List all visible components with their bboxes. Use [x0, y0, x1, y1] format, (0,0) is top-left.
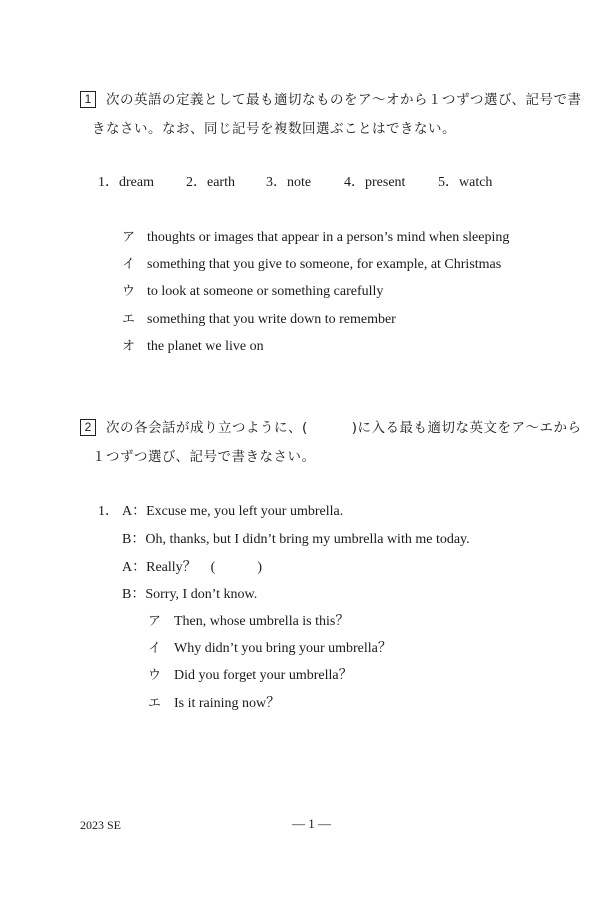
- word-item: 1．dream: [98, 175, 154, 190]
- answer-choice: [148, 664, 353, 684]
- choice-text: thoughts or images that appear in a person’s mind when sleeping: [147, 230, 510, 245]
- choice-text: the planet we live on: [147, 339, 264, 354]
- choice-text: to look at someone or something carefully: [147, 284, 384, 299]
- word-text: note: [287, 175, 312, 190]
- word-text: watch: [459, 175, 493, 190]
- choice-label: イ: [148, 641, 162, 656]
- dialogue-line: [122, 583, 257, 603]
- choice-text: Is it raining now？: [174, 696, 281, 711]
- answer-choice: [148, 692, 280, 712]
- choice-label: エ: [122, 312, 136, 327]
- dialogue-text: Really？ ( ): [146, 560, 262, 575]
- dialogue-line: [122, 500, 343, 520]
- speaker-label: B：: [122, 587, 146, 602]
- word-item: 4．present: [344, 175, 406, 190]
- choice-text: Did you forget your umbrella？: [174, 668, 353, 683]
- dialogue-line: [122, 528, 470, 548]
- choice-text: something that you give to someone, for example, at Christmas: [147, 257, 502, 272]
- choice-label: ウ: [122, 284, 136, 299]
- choice-item: [122, 226, 509, 246]
- answer-choice: [148, 610, 349, 630]
- dialogue-text: Sorry, I don’t know.: [145, 587, 258, 602]
- section-2-instruction-line-1: 次の各会話が成り立つように、( )に入る最も適切な英文をア～エから: [106, 420, 582, 436]
- word-text: earth: [207, 175, 235, 190]
- section-2-number: 2: [80, 419, 96, 436]
- exam-code: 2023 SE: [80, 818, 122, 832]
- choice-label: エ: [148, 696, 162, 711]
- dialogue-text: Excuse me, you left your umbrella.: [146, 504, 344, 519]
- choice-item: [122, 253, 501, 273]
- section-2-number-box: [80, 416, 96, 436]
- word-item: 5．watch: [438, 175, 493, 190]
- section-1-number-box: [80, 88, 96, 108]
- choice-text: something that you write down to remember: [147, 312, 396, 327]
- choice-text: Why didn’t you bring your umbrella？: [174, 641, 392, 656]
- word-item: 3．note: [266, 175, 312, 190]
- section-1-instruction-line-2: きなさい。なお、同じ記号を複数回選ぶことはできない。: [92, 121, 456, 137]
- question-number: 1．: [98, 504, 119, 519]
- word-text: present: [365, 175, 406, 190]
- choice-item: [122, 308, 396, 328]
- choice-label: オ: [122, 339, 136, 354]
- dialogue-text: Oh, thanks, but I didn’t bring my umbrella with me today.: [145, 532, 470, 547]
- section-1-instruction-line-1: 次の英語の定義として最も適切なものをア～オから１つずつ選び、記号で書: [106, 92, 582, 108]
- choice-item: [122, 335, 264, 355]
- section-2-instruction-line-2: １つずつ選び、記号で書きなさい。: [92, 449, 316, 465]
- word-text: dream: [119, 175, 154, 190]
- speaker-label: A：: [122, 504, 147, 519]
- choice-text: Then, whose umbrella is this？: [174, 614, 350, 629]
- choice-label: ア: [122, 230, 136, 245]
- dialogue-line: [122, 556, 262, 576]
- answer-choice: [148, 637, 392, 657]
- choice-label: ア: [148, 614, 162, 629]
- choice-item: [122, 280, 383, 300]
- page-number: ― 1 ―: [292, 816, 331, 831]
- speaker-label: A：: [122, 560, 147, 575]
- speaker-label: B：: [122, 532, 146, 547]
- section-1-number: 1: [80, 91, 96, 108]
- choice-label: ウ: [148, 668, 162, 683]
- choice-label: イ: [122, 257, 136, 272]
- word-item: 2．earth: [186, 175, 235, 190]
